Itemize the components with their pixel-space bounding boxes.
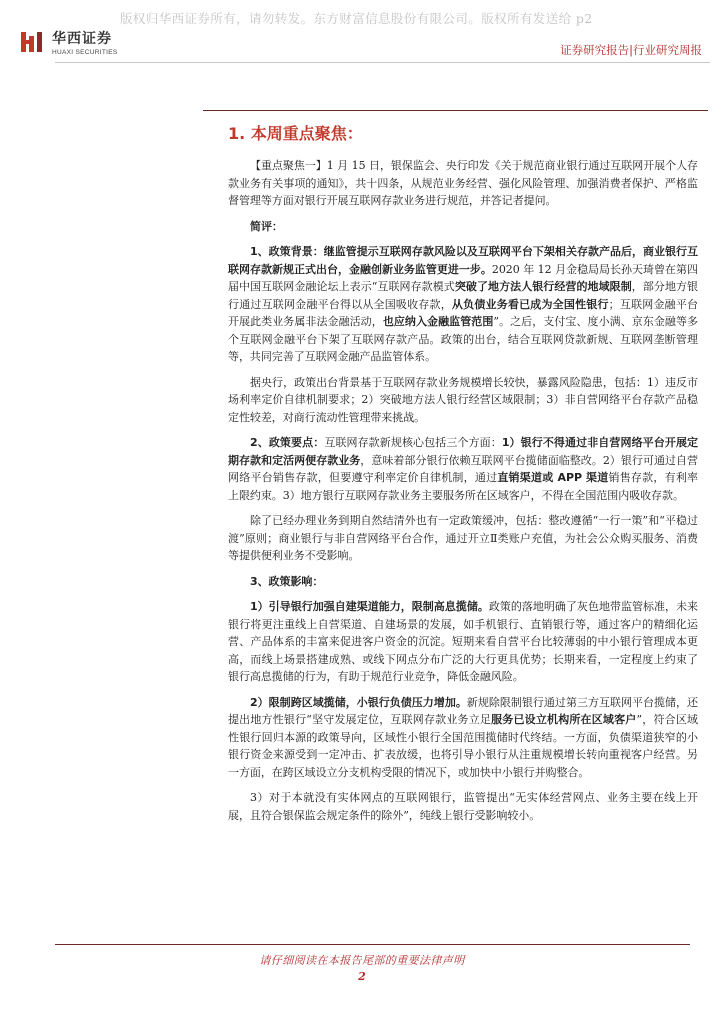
logo-name-cn: 华西证券 xyxy=(52,31,112,47)
section-title: 1. 本周重点聚焦： xyxy=(228,124,363,143)
watermark-text: 版权归华西证券所有，请勿转发。东方财富信息股份有限公司。版权所有发送给 p2 xyxy=(120,11,593,26)
main-content xyxy=(228,110,698,832)
policy-background-paragraph: 1、政策背景：继监管提示互联网存款风险以及互联网平台下架相关存款产品后，商业银行互联网存款新规正式出台，金融创新业务监管更进一步。2020 年 12 月金稳局局长孙天琦曾在第四届中国互联网金融论坛上表示“互联网存款模式突破了地方法人银行经营的地域限制，部分地方银行通过互联网金融平台得以从全国吸收存款，从负债业务看已成为全国性银行；互联网金融平台开展此类业务属非法金融活动，也应纳入金融监管范围”。之后，支付宝、度小满、京东金融等多个互联网金融平台下架了互联网存款产品。政策的出台，结合互联网贷款新规、互联网垄断管理等，共同完善了互联网金融产品监管体系。 xyxy=(228,245,699,363)
focus-paragraph: 【重点聚焦一】1 月 15 日，银保监会、央行印发《关于规范商业银行通过互联网开展个人存款业务有关事项的通知》，共十四条，从规范业务经营、强化风险管理、加强消费者保护、严格监督管理等方面对银行开展互联网存款业务进行规范，并答记者提问。 xyxy=(228,159,698,207)
header-divider xyxy=(55,62,710,63)
company-logo xyxy=(20,28,117,56)
policy-impact-heading: 3、政策影响： xyxy=(250,574,324,588)
impact-1-paragraph: 1）引导银行加强自建渠道能力，限制高息揽储。政策的落地明确了灰色地带监管标准，未来银行将更注重线上自营渠道、自建场景的发展，如手机银行、直销银行等，通过客户的精细化运营、产品体系的丰富来促进客户资金的沉淀。短期来看自营平台比较薄弱的中小银行管理成本更高，而线上场景搭建成熟、或线下网点分布广泛的大行更具优势；长期来看，一定程度上约束了银行高息揽储的行为，有助于规范行业竞争，降低金融风险。 xyxy=(228,600,698,683)
page-number: 2 xyxy=(358,970,366,983)
content-top-rule xyxy=(203,110,708,111)
huaxi-logo-icon xyxy=(20,30,46,54)
footer-divider xyxy=(55,944,690,945)
comment-label: 简评： xyxy=(250,219,283,233)
report-type-label: 证券研究报告|行业研究周报 xyxy=(560,43,702,57)
impact-2-paragraph: 2）限制跨区域揽储，小银行负债压力增加。新规除限制银行通过第三方互联网平台揽储，还提出地方性银行“坚守发展定位，互联网存款业务立足服务已设立机构所在区域客户”，符合区域性银行回归本源的政策导向，区域性小银行全国范围揽储时代终结。一方面，负债渠道狭窄的小银行资金来源受到一定冲击、扩表放缓，也将引导小银行从注重规模增长转向重视客户经营。另一方面，在跨区域设立分支机构受限的情况下，或加快中小银行并购整合。 xyxy=(228,695,699,779)
policy-points-paragraph: 2、政策要点：互联网存款新规核心包括三个方面：1）银行不得通过非自营网络平台开展定期存款和定活两便存款业务，意味着部分银行依赖互联网平台揽储面临整改。2）银行可通过自营网络平台销售存款，但要遵守利率定价自律机制，通过直销渠道或 APP 渠道销售存款，有利率上限约束。3）地方银行互联网存款业务主要服务所在区域客户，不得在全国范围内吸收存款。 xyxy=(228,436,698,502)
transition-paragraph: 除了已经办理业务到期自然结清外也有一定政策缓冲，包括：整改遵循“一行一策”和“平稳过渡”原则；商业银行与非自营网络平台合作，通过开立Ⅱ类账户充值，为社会公众购买服务、消费等提供便利业务不受影响。 xyxy=(228,514,698,562)
logo-name-en: HUAXI SECURITIES xyxy=(52,49,118,56)
pboc-background-paragraph: 据央行，政策出台背景基于互联网存款业务规模增长较快，暴露风险隐患，包括：1）违反市场利率定价自律机制要求；2）突破地方法人银行经营区域限制；3）非自营网络平台存款产品稳定性较差，对商行流动性管理带来挑战。 xyxy=(228,375,698,424)
impact-3-paragraph: 3）对于本就没有实体网点的互联网银行，监管提出“无实体经营网点、业务主要在线上开展，且符合银保监会规定条件的除外”，纯线上银行受影响较小。 xyxy=(228,791,698,822)
legal-notice: 请仔细阅读在本报告尾部的重要法律声明 xyxy=(259,954,465,967)
